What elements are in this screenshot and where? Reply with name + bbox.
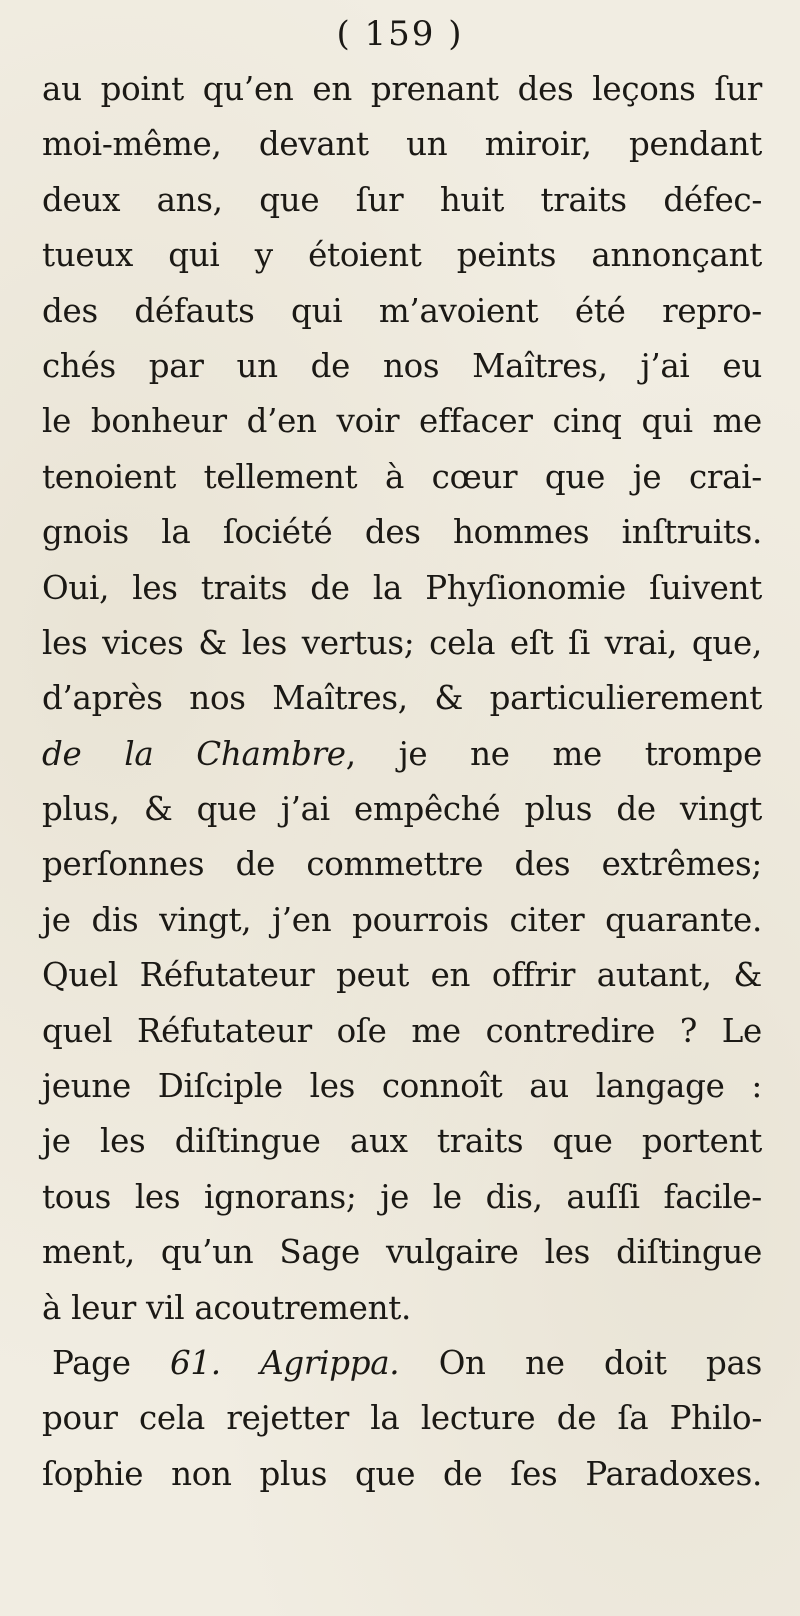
italic-reference: de la Chambre	[42, 734, 346, 773]
text-line: de la Chambre, je ne me trompe	[42, 734, 763, 773]
text-line: je les diſtingue aux traits que portent	[42, 1122, 762, 1161]
text-line: je dis vingt, j’en pourrois citer quarante.	[42, 900, 762, 939]
text-line: tous les ignorans; je le dis, auſſi facile-	[42, 1177, 762, 1216]
body-text	[42, 62, 762, 1502]
text-line: perſonnes de commettre des extrêmes;	[42, 845, 762, 884]
text-line: tenoient tellement à cœur que je crai-	[42, 457, 762, 496]
text-line: quel Réfutateur oſe me contredire ? Le	[42, 1011, 762, 1050]
text-line: chés par un de nos Maîtres, j’ai eu	[42, 346, 762, 385]
text-line: Oui, les traits de la Phyſionomie ſuivent	[42, 568, 762, 607]
text-line: au point qu’en en prenant des leçons ſur	[42, 70, 762, 108]
text-line: les vices & les vertus; cela eſt ſi vrai, que,	[42, 623, 762, 662]
italic-reference: 61. Agrippa.	[170, 1343, 400, 1382]
text-line: gnois la ſociété des hommes inſtruits.	[42, 513, 762, 552]
text-line: ment, qu’un Sage vulgaire les diſtingue	[42, 1233, 762, 1272]
text-line: moi-même, devant un miroir, pendant	[42, 125, 762, 164]
text-line: ſophie non plus que de ſes Paradoxes.	[42, 1454, 762, 1493]
page-number: ( 159 )	[336, 14, 464, 54]
text-line: le bonheur d’en voir effacer cinq qui me	[42, 402, 762, 441]
text-line: jeune Diſciple les connoît au langage :	[42, 1067, 762, 1106]
text-line: Page 61. Agrippa. On ne doit pas	[52, 1343, 762, 1382]
text-line: plus, & que j’ai empêché plus de vingt	[42, 790, 762, 829]
text-line: à leur vil acoutrement.	[42, 1288, 411, 1327]
text-line: d’après nos Maîtres, & particulierement	[42, 679, 762, 718]
text-line: Quel Réfutateur peut en offrir autant, &	[42, 956, 762, 995]
text-line: des défauts qui m’avoient été repro-	[42, 291, 762, 330]
text-line: pour cela rejetter la lecture de ſa Philo-	[42, 1399, 762, 1438]
text-line: tueux qui y étoient peints annonçant	[42, 236, 762, 275]
text-line: deux ans, que ſur huit traits défec-	[42, 180, 762, 219]
